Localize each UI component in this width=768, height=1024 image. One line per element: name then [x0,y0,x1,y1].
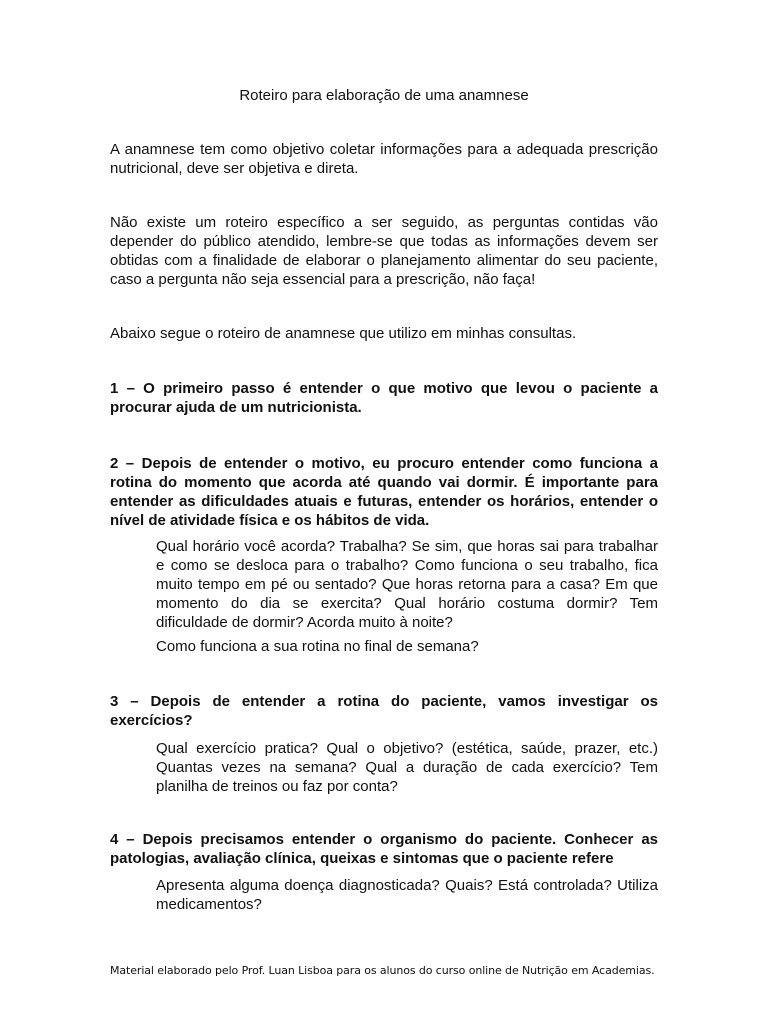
step-1-heading: 1 – O primeiro passo é entender o que motivo que levou o paciente a procurar ajuda de um nutricionista. [110,380,658,416]
intro-paragraph-2: Não existe um roteiro específico a ser seguido, as perguntas contidas vão depender do público atendido, lembre-se que todas as informações devem ser obtidas com a finalidade de elaborar o planejamento alimentar do seu paciente, caso a pergunta não seja essencial para a prescrição, não faça! [110,214,658,288]
step-2-question-2: Como funciona a sua rotina no final de semana? [156,638,479,655]
step-3-heading: 3 – Depois de entender a rotina do paciente, vamos investigar os exercícios? [110,693,658,729]
step-4-question-1: Apresenta alguma doença diagnosticada? Quais? Está controlada? Utiliza medicamentos? [156,877,658,913]
step-2-question-1: Qual horário você acorda? Trabalha? Se sim, que horas sai para trabalhar e como se desloca para o trabalho? Como funciona o seu trabalho, fica muito tempo em pé ou sentado? Que horas retorna para a casa? Em que momento do dia se exercita? Qual horário costuma dormir? Tem dificuldade de dormir? Acorda muito à noite? [156,538,658,631]
intro-paragraph-3: Abaixo segue o roteiro de anamnese que utilizo em minhas consultas. [110,325,577,342]
step-4-heading: 4 – Depois precisamos entender o organismo do paciente. Conhecer as patologias, avaliação clínica, queixas e sintomas que o paciente refere [110,831,658,867]
document-title: Roteiro para elaboração de uma anamnese [239,87,529,104]
step-2-heading: 2 – Depois de entender o motivo, eu procuro entender como funciona a rotina do momento que acorda até quando vai dormir. É importante para entender as dificuldades atuais e futuras, entender os horários, entender o nível de atividade física e os hábitos de vida. [110,455,658,529]
step-3-question-1: Qual exercício pratica? Qual o objetivo? (estética, saúde, prazer, etc.) Quantas vezes na semana? Qual a duração de cada exercício? Tem planilha de treinos ou faz por conta? [156,740,658,795]
intro-paragraph-1: A anamnese tem como objetivo coletar informações para a adequada prescrição nutricional, deve ser objetiva e direta. [110,141,658,177]
page-footer: Material elaborado pelo Prof. Luan Lisboa para os alunos do curso online de Nutrição em Academias. [110,964,655,977]
